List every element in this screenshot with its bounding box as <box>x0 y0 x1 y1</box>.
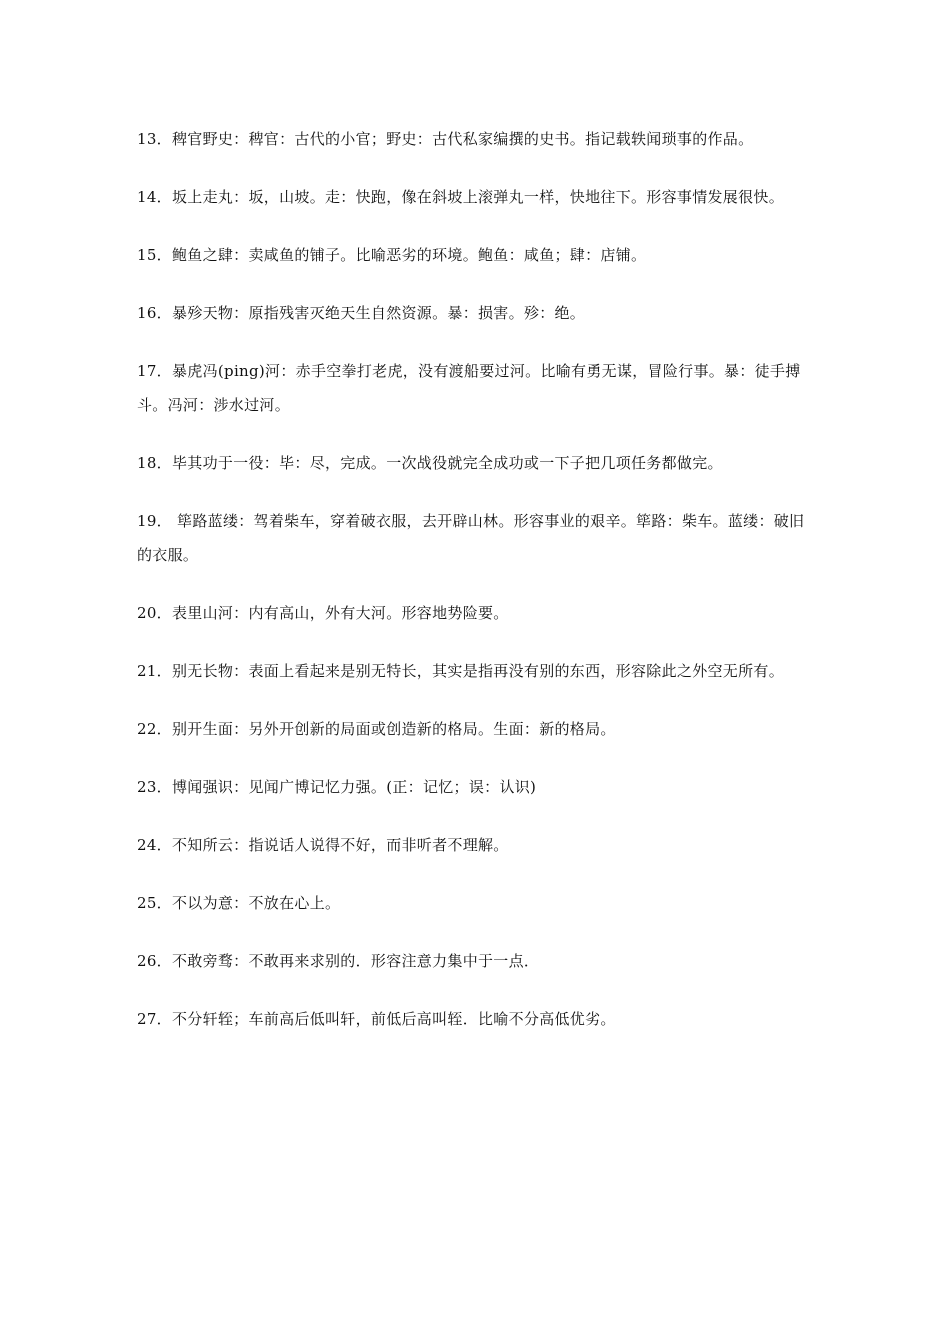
idiom-entry-15: 15．鲍鱼之肆：卖咸鱼的铺子。比喻恶劣的环境。鲍鱼：咸鱼；肆：店铺。 <box>137 246 647 264</box>
idiom-entry-27: 27．不分轩轾；车前高后低叫轩，前低后高叫轾．比喻不分高低优劣。 <box>137 1010 616 1028</box>
idiom-entry-19: 19． 筚路蓝缕：驾着柴车，穿着破衣服，去开辟山林。形容事业的艰辛。筚路：柴车。蓝缕：破旧的衣服。 <box>137 512 805 564</box>
idiom-entry-22: 22．别开生面：另外开创新的局面或创造新的格局。生面：新的格局。 <box>137 720 616 738</box>
idiom-entry-24: 24．不知所云：指说话人说得不好，而非听者不理解。 <box>137 836 509 854</box>
idiom-entry-14: 14．坂上走丸：坂，山坡。走：快跑，像在斜坡上滚弹丸一样，快地往下。形容事情发展很快。 <box>137 188 784 206</box>
idiom-list <box>137 122 817 1060</box>
idiom-entry-23: 23．博闻强识：见闻广博记忆力强。(正：记忆；误：认识) <box>137 778 537 796</box>
idiom-entry-17: 17．暴虎冯(ping)河：赤手空拳打老虎，没有渡船要过河。比喻有勇无谋，冒险行事。暴：徒手搏斗。冯河：涉水过河。 <box>137 362 801 414</box>
idiom-entry-20: 20．表里山河：内有高山，外有大河。形容地势险要。 <box>137 604 509 622</box>
idiom-entry-18: 18．毕其功于一役：毕：尽，完成。一次战役就完全成功或一下子把几项任务都做完。 <box>137 454 723 472</box>
idiom-entry-25: 25．不以为意：不放在心上。 <box>137 894 341 912</box>
idiom-entry-26: 26．不敢旁骛：不敢再来求别的．形容注意力集中于一点． <box>137 952 540 970</box>
idiom-entry-16: 16．暴殄天物：原指残害灭绝天生自然资源。暴：损害。殄：绝。 <box>137 304 586 322</box>
idiom-entry-21: 21．别无长物：表面上看起来是别无特长，其实是指再没有别的东西，形容除此之外空无所有。 <box>137 662 784 680</box>
idiom-entry-13: 13．稗官野史：稗官：古代的小官；野史：古代私家编撰的史书。指记载轶闻琐事的作品。 <box>137 130 754 148</box>
